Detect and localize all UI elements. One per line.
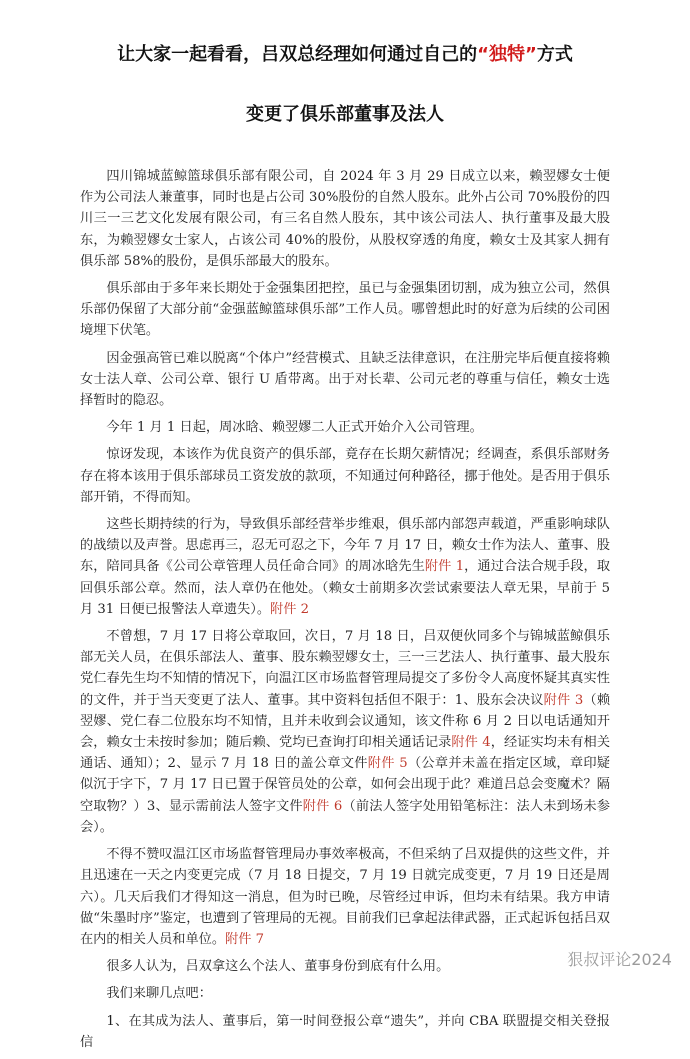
- document-title-line1: [0, 40, 690, 66]
- paragraph-seal-retrieval: [80, 514, 610, 620]
- attachment-link-7: 附件 7: [225, 931, 265, 947]
- paragraph-company-intro: 四川锦城蓝鲸篮球俱乐部有限公司，自 2024 年 3 月 29 日成立以来，赖翌嫪女士便作为公司法人兼董事，同时也是占公司 30%股份的自然人股东。此外占公司 70%股份的四川三一三艺文化发展有限公司，有三名自然人股东，其中该公司法人、执行董事及最大股东，为赖翌嫪女士家人，占该公司 40%的股份，从股权穿透的角度，赖女士及其家人拥有俱乐部 58%的股份，是俱乐部最大的股东。: [80, 169, 610, 269]
- paragraph-text: 不得不赞叹温江区市场监督管理局办事效率极高，不但采纳了吕双提供的这些文件，并且迅速在一天之内变更完成（7 月 18 日提交，7 月 19 日就完成变更，7 月 19 日还是周六）。几天后我们才得知这一消息，但为时已晚，尽管经过申诉，但均未有结果。我方申请做“朱墨时序”鉴定，也遭到了管理局的无视。目前我们已拿起法律武器，正式起诉包括吕双在内的相关人员和单位。: [80, 847, 610, 947]
- paragraph-text: 这些长期持续的行为，导致俱乐部经营举步维艰，俱乐部内部怨声载道，严重影响球队的战绩以及声誉。思虑再三，忍无可忍之下，今年 7 月 17 日，赖女士作为法人、董事、股东，陪同具备《公司公章管理人员任命合同》的周冰晗先生: [80, 517, 610, 575]
- paragraph-legal-change: [80, 626, 610, 838]
- paragraph-points-intro: 我们来聊几点吧：: [106, 986, 212, 1002]
- document-body: [80, 166, 610, 1059]
- paragraph-text: ，通过合法合规手段，取回俱乐部公章。然而，法人章仍在他处。（赖女士前期多次尝试索要法人章无果，早前于 5 月 31 日便已报警法人章遗失）。: [80, 559, 611, 617]
- paragraph-unpaid-wages: 惊讶发现，本该作为优良资产的俱乐部，竟存在长期欠薪情况；经调查，系俱乐部财务存在将本该用于俱乐部球员工资发放的款项，不知通过何种路径，挪于他处。是否用于俱乐部开销，不得而知。: [80, 447, 610, 505]
- title-quote-highlight: “独特”: [477, 44, 537, 65]
- document-title-line2: 变更了俱乐部董事及法人: [246, 104, 444, 125]
- paragraph-seals-taken: 因金强高管已难以脱离“个体户”经营模式、且缺乏法律意识，在注册完毕后便直接将赖女士法人章、公司公章、银行 U 盾带离。出于对长辈、公司元老的尊重与信任，赖女士选择暂时的隐忍。: [80, 350, 610, 409]
- paragraph-text: 不曾想，7 月 17 日将公章取回，次日，7 月 18 日，吕双便伙同多个与锦城蓝鲸俱乐部无关人员，在俱乐部法人、董事、股东赖翌嫪女士，三一三艺法人、执行董事、最大股东党仁春先生均不知情的情况下，向温江区市场监督管理局提交了多份令人高度怀疑其真实性的文件，并于当天变更了法人、董事。其中资料包括但不限于：1、股东会决议: [80, 629, 610, 708]
- paragraph-point-1: 1、在其成为法人、董事后，第一时间登报公章“遗失”，并向 CBA 联盟提交相关登报信: [80, 1013, 610, 1050]
- watermark: 狠叔评论2024: [567, 950, 672, 969]
- paragraph-text: （公章并未盖在指定区域，章印疑似沉于字下，7 月 17 日已置于保管员处的公章，如何会出现于此？难道吕总会变魔术？隔空取物？）3、显示需前法人签字文件: [80, 756, 610, 814]
- attachment-link-1: 附件 1: [424, 559, 465, 575]
- title-suffix: 方式: [536, 44, 573, 65]
- paragraph-text: （前法人签字处用铅笔标注：法人未到场未参会）。: [80, 798, 611, 835]
- attachment-link-2: 附件 2: [270, 601, 309, 617]
- attachment-link-3: 附件 3: [543, 692, 584, 708]
- paragraph-text: ，经证实均未有相关通话、通知）；2、显示 7 月 18 日的盖公章文件: [80, 735, 611, 772]
- attachment-link-6: 附件 6: [302, 798, 343, 814]
- paragraph-bureau-efficiency: [80, 844, 610, 950]
- paragraph-staff-retention: 俱乐部由于多年来长期处于金强集团把控，虽已与金强集团切割，成为独立公司，然俱乐部仍保留了大部分前“金强蓝鲸篮球俱乐部”工作人员。哪曾想此时的好意为后续的公司困境埋下伏笔。: [80, 281, 610, 339]
- attachment-link-4: 附件 4: [451, 735, 491, 751]
- attachment-link-5: 附件 5: [367, 756, 408, 772]
- title-prefix: 让大家一起看看，吕双总经理如何通过自己的: [117, 44, 478, 65]
- paragraph-management-start: 今年 1 月 1 日起，周冰晗、赖翌嫪二人正式开始介入公司管理。: [106, 420, 483, 436]
- paragraph-question: 很多人认为，吕双拿这么个法人、董事身份到底有什么用。: [106, 959, 450, 975]
- paragraph-text: （赖翌嫪、党仁春二位股东均不知情，且并未收到会议通知，该文件称 6 月 2 日以电话通知开会，赖女士未按时参加；随后赖、党均已查询打印相关通话记录: [80, 692, 611, 751]
